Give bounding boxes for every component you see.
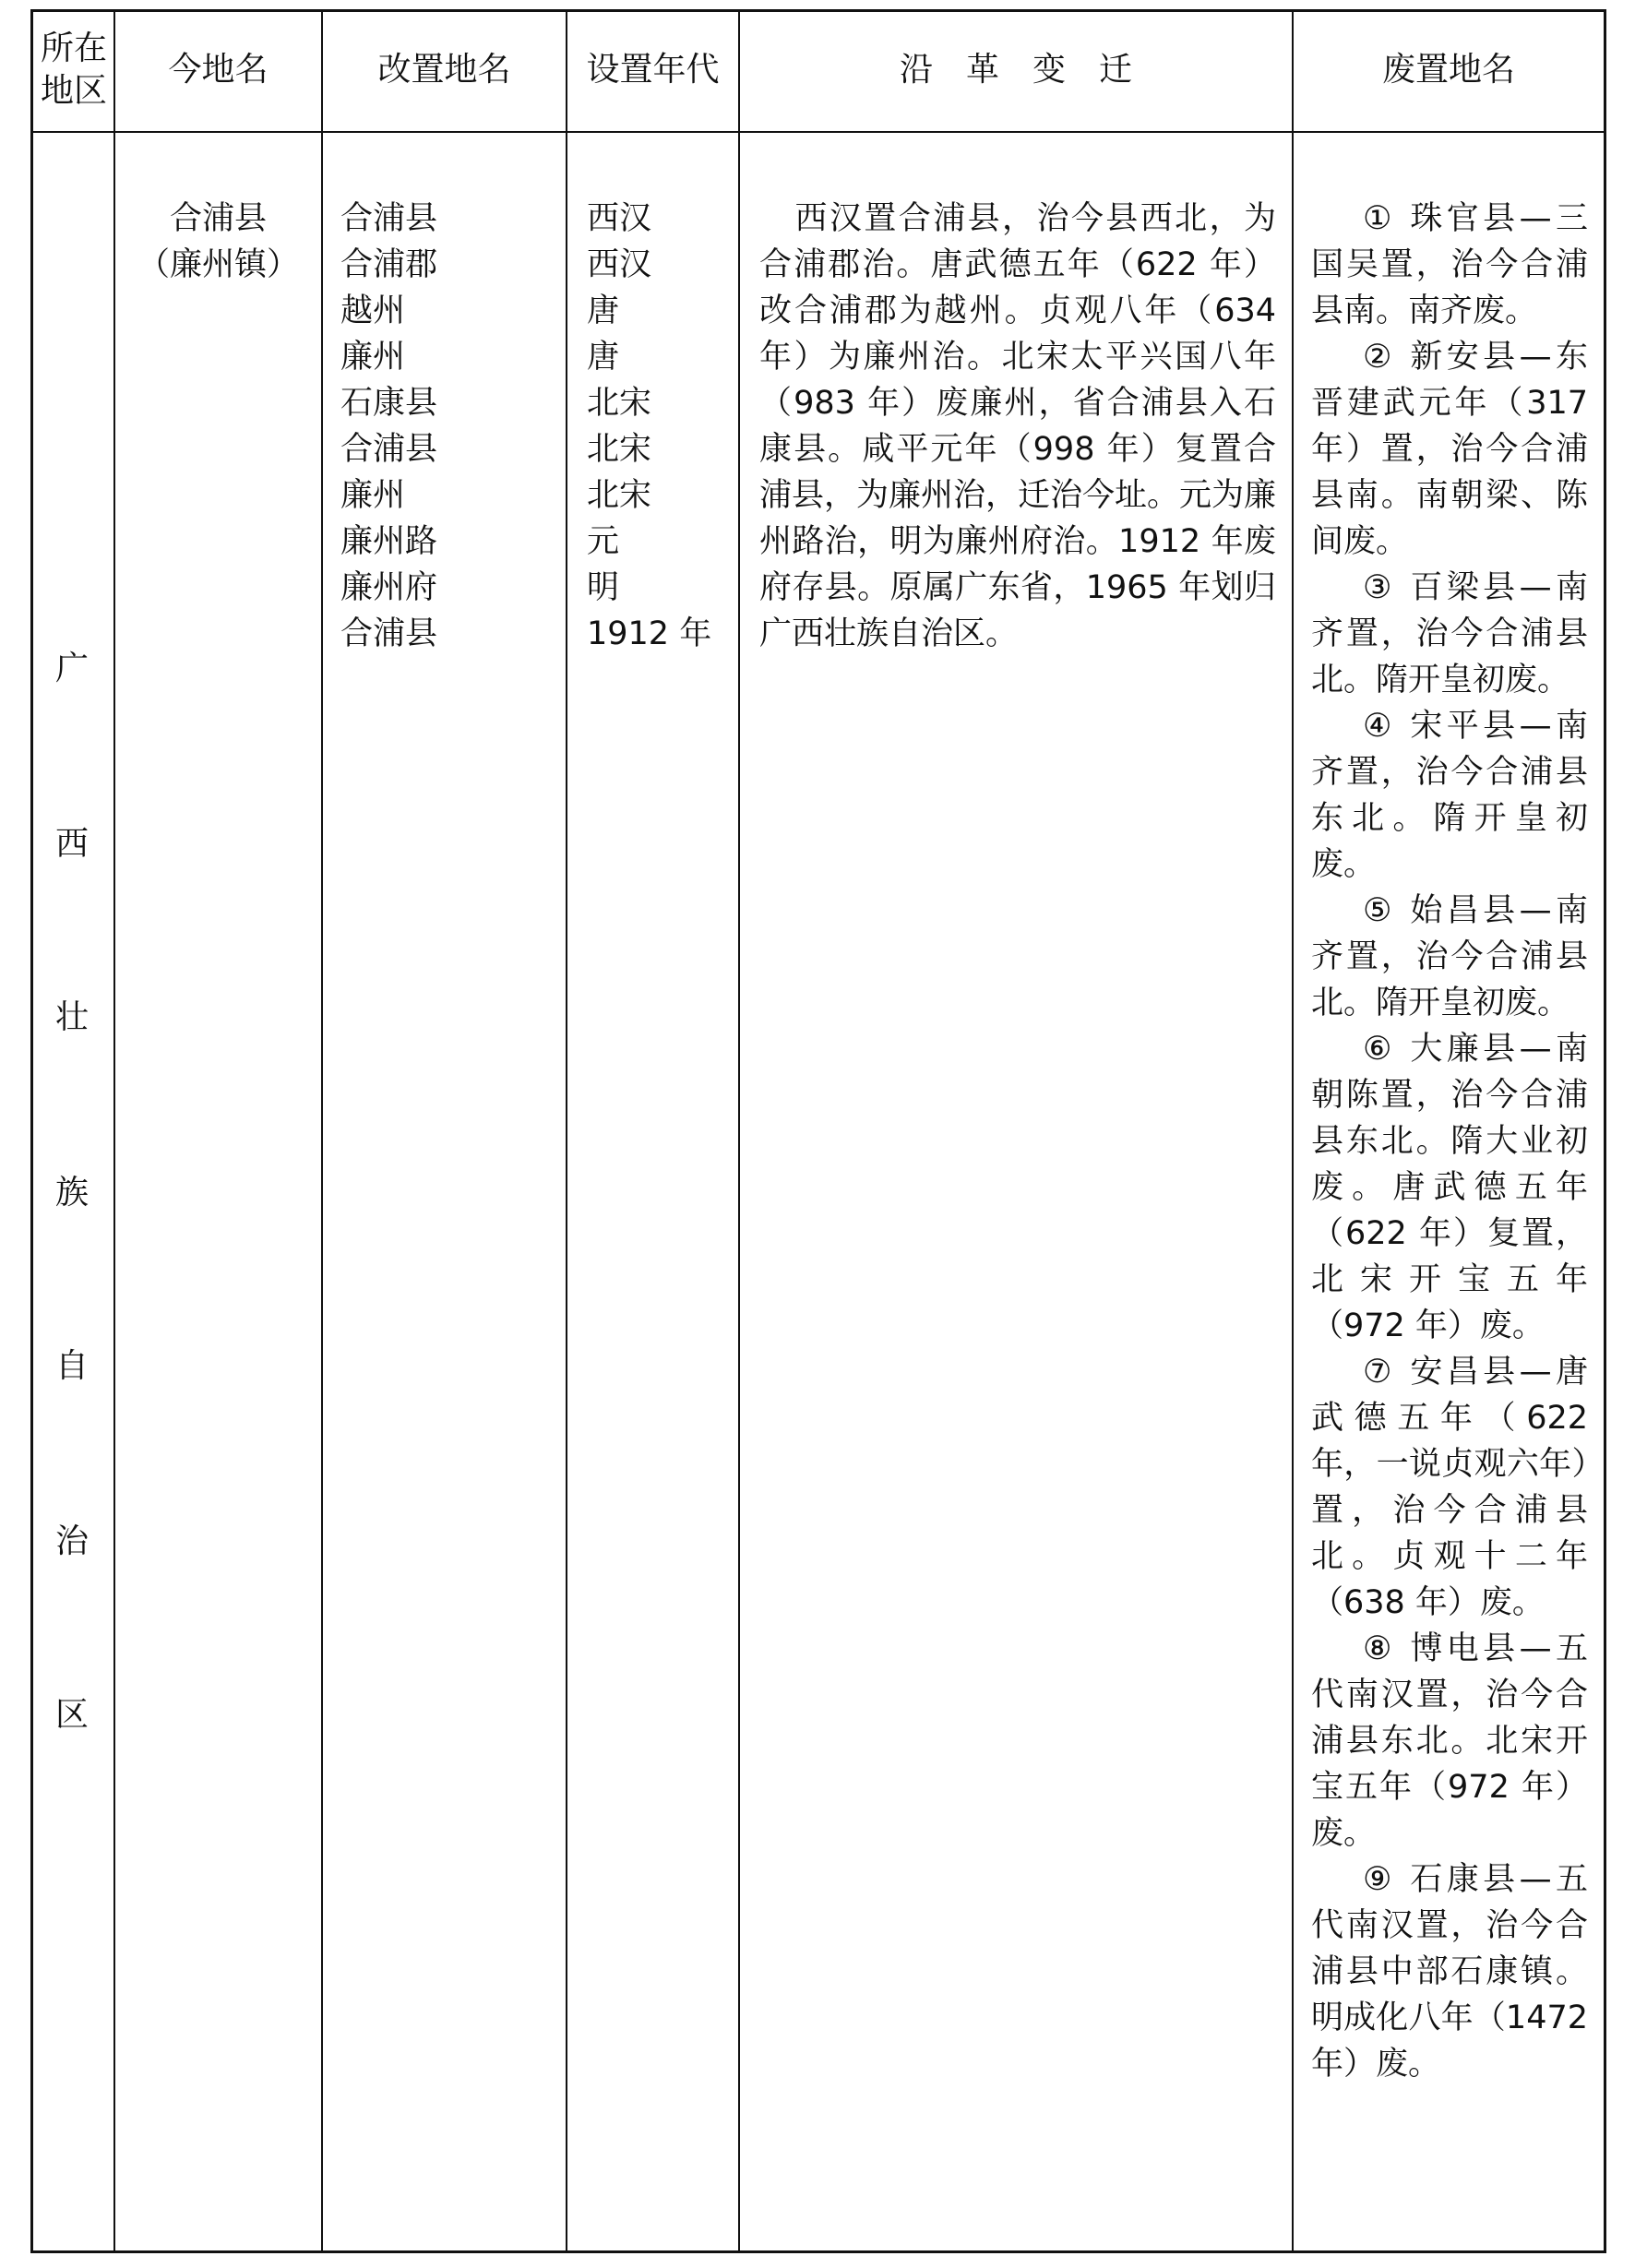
abolished-entry: ⑤ 始昌县—南齐置，治今合浦县北。隋开皇初废。: [1311, 892, 1588, 1021]
column-divider-3: [566, 9, 567, 2253]
era-item: 1912 年: [587, 615, 712, 652]
region-char: 族: [54, 1174, 89, 1212]
header-current-name: 今地名: [168, 51, 269, 89]
header-era: 设置年代: [586, 51, 720, 89]
column-divider-1: [113, 9, 115, 2253]
table-right-border: [1604, 9, 1606, 2253]
region-char: 自: [54, 1347, 89, 1385]
renamed-item: 合浦县: [340, 615, 438, 652]
renamed-item: 合浦县: [340, 431, 438, 468]
column-divider-4: [738, 9, 740, 2253]
region-char: 西: [54, 825, 89, 863]
region-char: 壮: [54, 998, 89, 1036]
header-abolished: 废置地名: [1381, 51, 1515, 89]
region-char: 广: [54, 650, 89, 687]
table-bottom-border: [30, 2250, 1606, 2253]
abolished-entry: ⑦ 安昌县—唐武德五年（622 年，一说贞观六年）置，治今合浦县北。贞观十二年（638 年）废。: [1311, 1354, 1588, 1621]
current-name: 合浦县: [169, 200, 267, 237]
era-item: 唐: [587, 339, 620, 376]
abolished-list: [1311, 196, 1588, 2087]
header-renamed: 改置地名: [377, 51, 511, 89]
era-item: 元: [587, 523, 620, 560]
header-divider: [30, 131, 1606, 133]
column-divider-2: [321, 9, 323, 2253]
era-item: 唐: [587, 292, 620, 329]
renamed-item: 合浦郡: [340, 246, 438, 283]
abolished-entry: ⑨ 石康县—五代南汉置，治今合浦县中部石康镇。明成化八年（1472 年）废。: [1311, 1861, 1588, 2083]
era-item: 明: [587, 569, 620, 606]
era-item: 西汉: [587, 246, 652, 283]
abolished-entry: ⑧ 博电县—五代南汉置，治今合浦县东北。北宋开宝五年（972 年）废。: [1311, 1630, 1588, 1852]
era-list: [587, 196, 711, 657]
renamed-item: 廉州路: [340, 523, 438, 560]
abolished-entry: ④ 宋平县—南齐置，治今合浦县东北。隋开皇初废。: [1311, 708, 1588, 883]
renamed-item: 廉州府: [340, 569, 438, 606]
abolished-entry: ② 新安县—东晋建武元年（317 年）置，治今合浦县南。南朝梁、陈间废。: [1311, 339, 1588, 560]
renamed-item: 石康县: [340, 385, 438, 422]
gazetteer-table: [30, 9, 1606, 2253]
region-char: 治: [54, 1522, 89, 1560]
column-divider-5: [1292, 9, 1294, 2253]
region-char: 区: [54, 1696, 89, 1734]
era-item: 北宋: [587, 431, 652, 468]
renamed-item: 越州: [340, 292, 406, 329]
renamed-item: 廉州: [340, 339, 406, 376]
current-name-cell: [115, 196, 321, 288]
era-item: 北宋: [587, 385, 652, 422]
abolished-entry: ⑥ 大廉县—南朝陈置，治今合浦县东北。隋大业初废。唐武德五年（622 年）复置，北宋开宝五年（972 年）废。: [1311, 1031, 1588, 1344]
history-paragraph: 西汉置合浦县，治今县西北，为合浦郡治。唐武德五年（622 年）改合浦郡为越州。贞观八年（634 年）为廉州治。北宋太平兴国八年（983 年）废廉州，省合浦县入石康县。咸平元年（998 年）复置合浦县，为廉州治，迁治今址。元为廉州路治，明为廉州府治。1912 年废府存县。原属广东省，1965 年划归广西壮族自治区。: [759, 200, 1277, 652]
renamed-item: 廉州: [340, 477, 406, 514]
region-column: [35, 133, 109, 2250]
header-region-line2: 地区: [40, 72, 107, 110]
renamed-list: [340, 196, 437, 657]
header-region-line1: 所在: [40, 30, 107, 67]
renamed-item: 合浦县: [340, 200, 438, 237]
header-history: 沿 革 变 迁: [899, 51, 1132, 89]
current-name-note: （廉州镇）: [137, 246, 299, 283]
abolished-entry: ③ 百梁县—南齐置，治今合浦县北。隋开皇初废。: [1311, 569, 1588, 698]
table-left-border: [30, 9, 33, 2253]
era-item: 西汉: [587, 200, 652, 237]
era-item: 北宋: [587, 477, 652, 514]
abolished-entry: ① 珠官县—三国吴置，治今合浦县南。南齐废。: [1311, 200, 1588, 329]
header-region: [35, 9, 113, 131]
